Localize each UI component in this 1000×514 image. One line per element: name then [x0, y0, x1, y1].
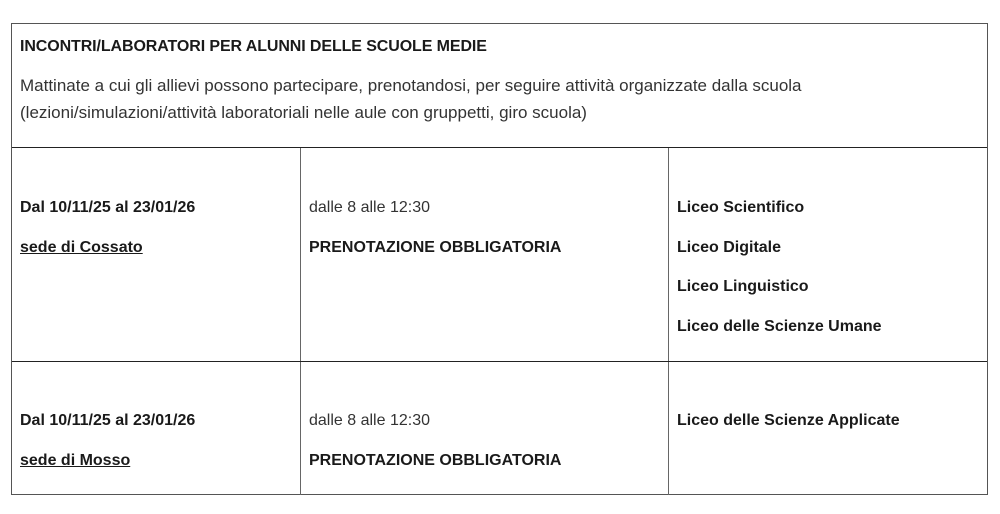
booking-notice: PRENOTAZIONE OBBLIGATORIA — [309, 239, 562, 256]
location-link[interactable]: sede di Mosso — [20, 452, 131, 469]
booking-notice: PRENOTAZIONE OBBLIGATORIA — [309, 452, 562, 469]
date-range: Dal 10/11/25 al 23/01/26 — [20, 412, 196, 429]
table-description: Mattinate a cui gli allievi possono partecipare, prenotandosi, per seguire attività organizzate dalla scuola (lezioni/simulazioni/attività laboratoriali nelle aule con gruppetti, giro scuola) — [20, 76, 802, 122]
time-booking-cell — [301, 148, 669, 361]
time-range: dalle 8 alle 12:30 — [309, 412, 430, 429]
course-item: Liceo Scientifico — [677, 199, 805, 216]
location-link[interactable]: sede di Cossato — [20, 239, 143, 256]
time-booking-cell — [301, 362, 669, 495]
course-item: Liceo delle Scienze Umane — [677, 318, 882, 335]
course-item: Liceo Linguistico — [677, 278, 809, 295]
time-range: dalle 8 alle 12:30 — [309, 199, 430, 216]
events-table — [11, 23, 988, 495]
courses-cell — [669, 362, 988, 495]
dates-location-cell — [12, 148, 301, 361]
course-item: Liceo Digitale — [677, 239, 782, 256]
course-item: Liceo delle Scienze Applicate — [677, 412, 900, 429]
table-header — [12, 24, 987, 148]
table-row-mosso — [12, 362, 987, 495]
dates-location-cell — [12, 362, 301, 495]
table-row-cossato — [12, 148, 987, 362]
date-range: Dal 10/11/25 al 23/01/26 — [20, 199, 196, 216]
courses-cell — [669, 148, 988, 361]
table-title: INCONTRI/LABORATORI PER ALUNNI DELLE SCUOLE MEDIE — [20, 38, 487, 55]
